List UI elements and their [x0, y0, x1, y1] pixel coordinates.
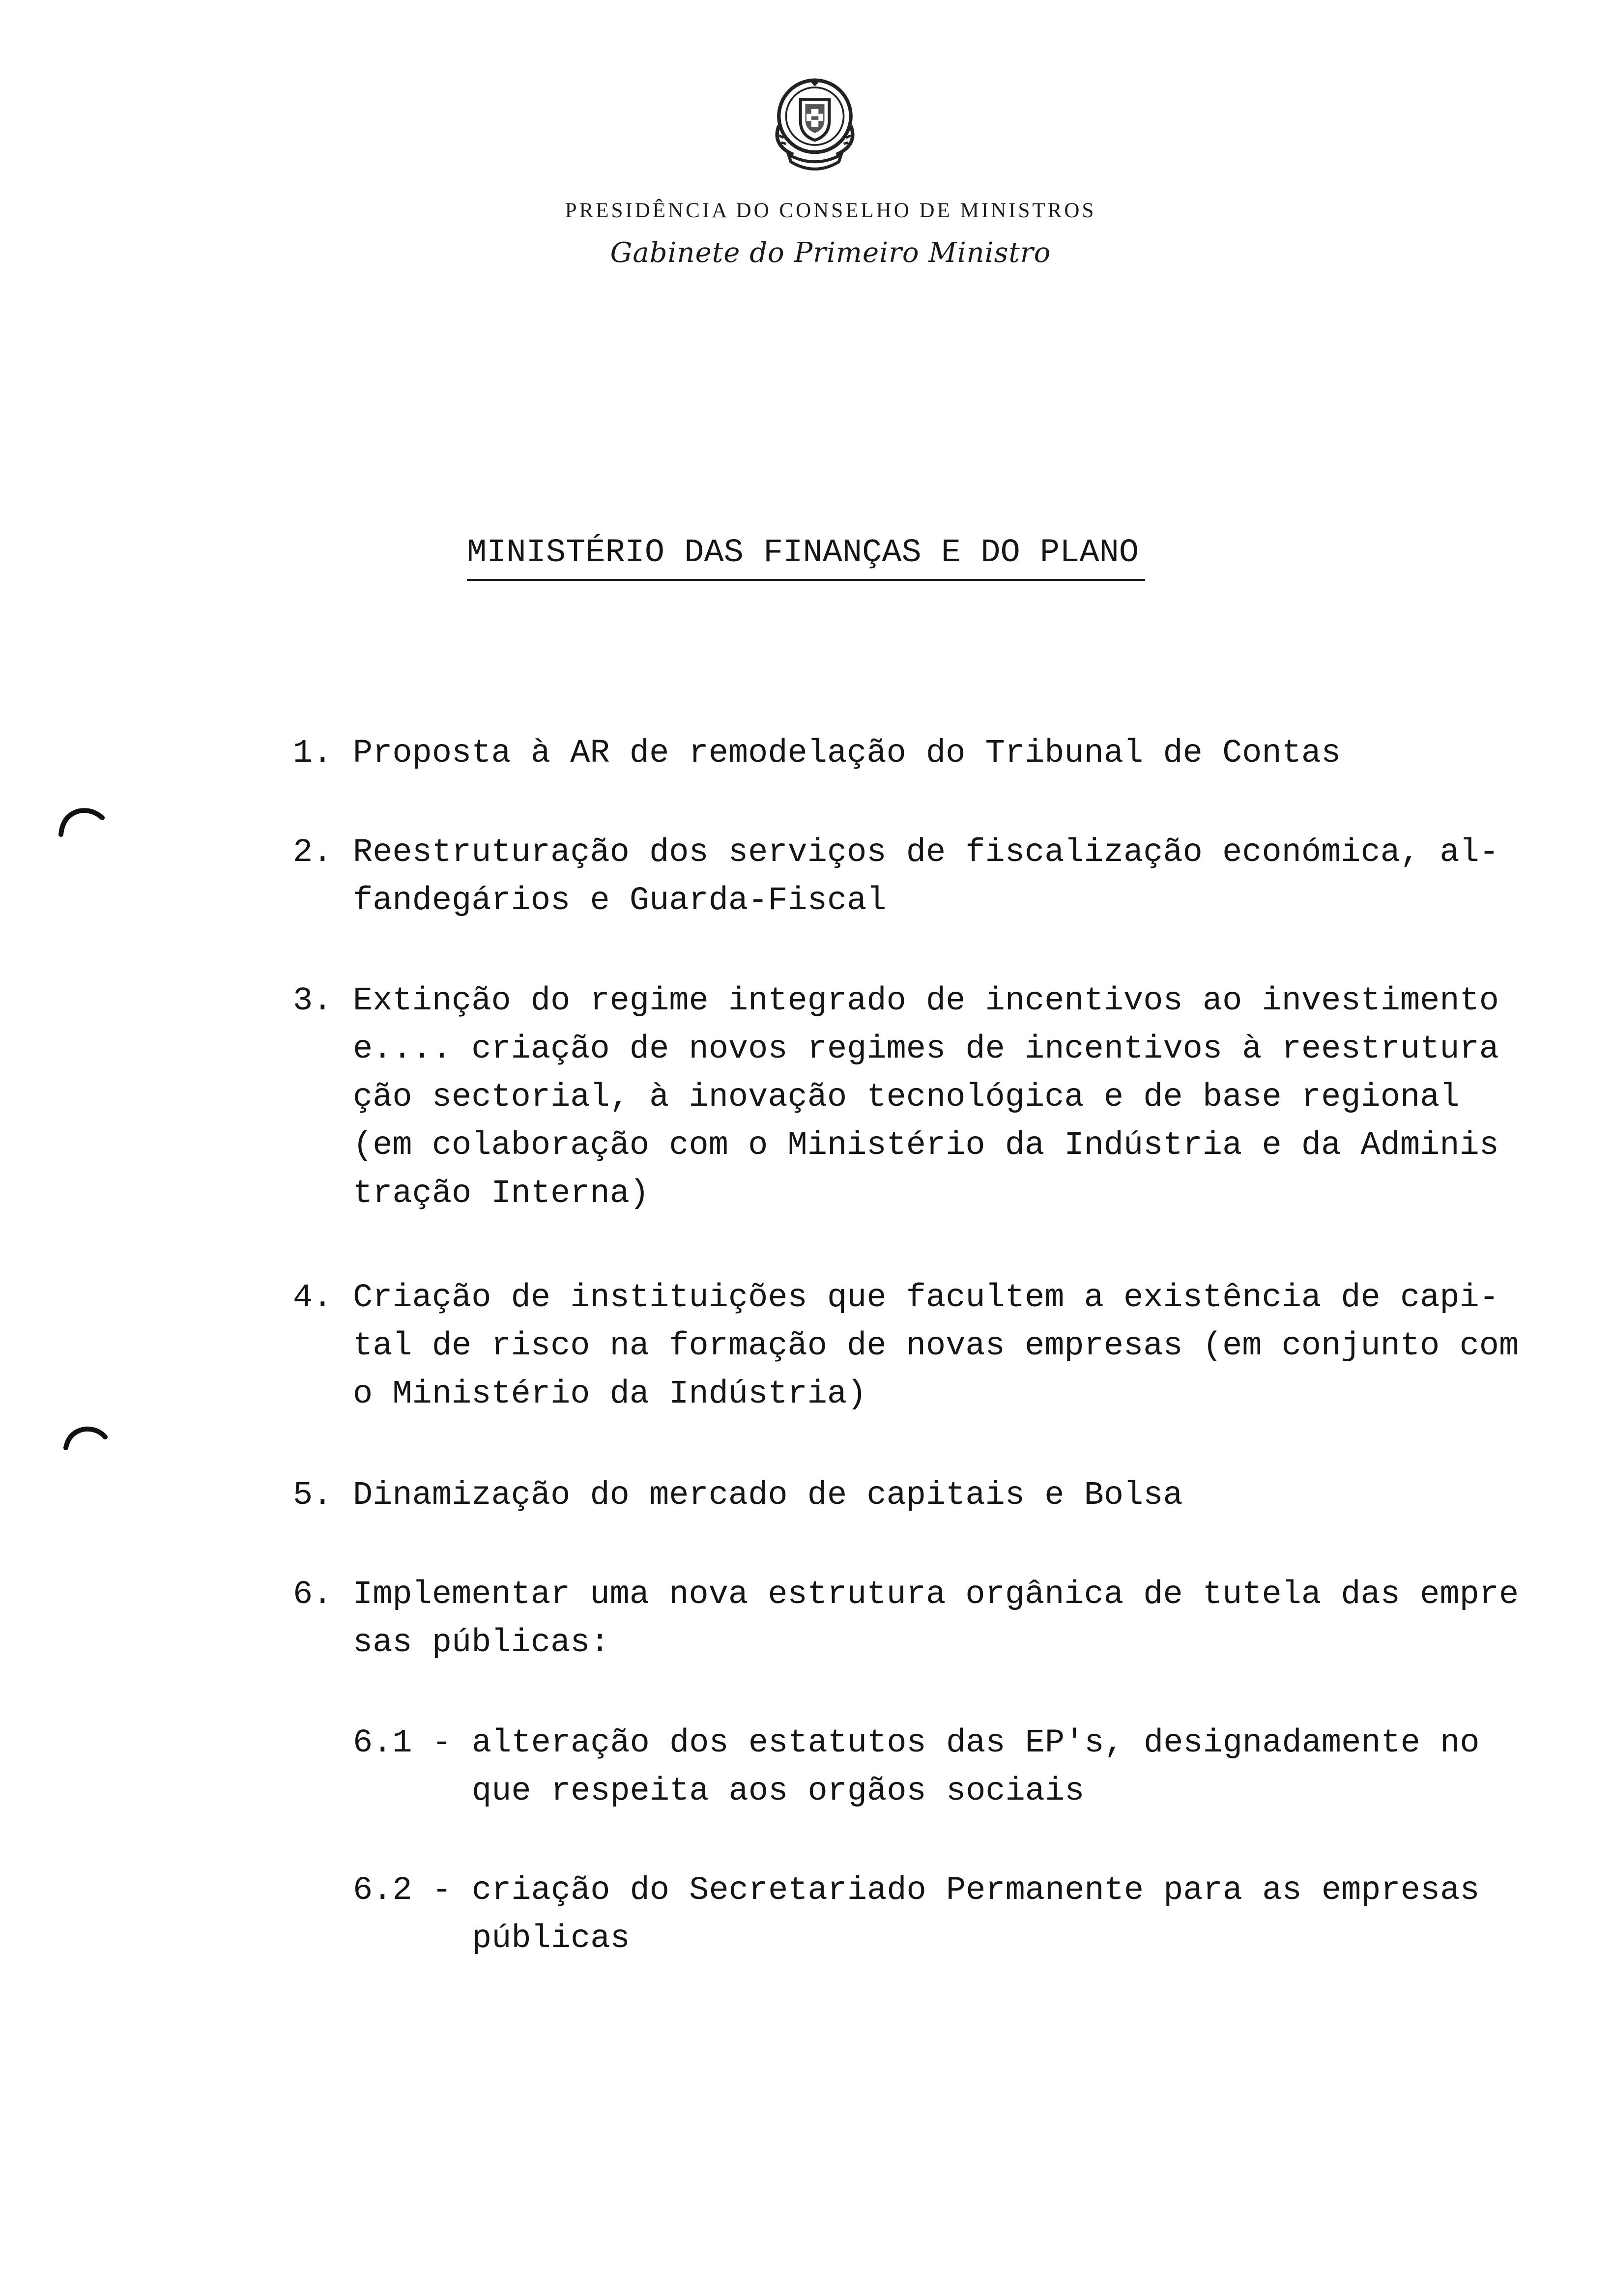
item-text: Criação de instituições que facultem a existência de capi- [353, 1279, 1499, 1317]
subitem-text: públicas [472, 1920, 630, 1957]
subitem-number: 6.1 - [353, 1724, 452, 1762]
organization-name: PRESIDÊNCIA DO CONSELHO DE MINISTROS [565, 199, 1096, 222]
item-text: o Ministério da Indústria) [353, 1376, 867, 1413]
page-title: MINISTÉRIO DAS FINANÇAS E DO PLANO [467, 534, 1139, 572]
subitem-text: alteração dos estatutos das EP's, designadamente no [472, 1724, 1480, 1762]
item-text: fandegários e Guarda-Fiscal [353, 882, 887, 919]
item-number: 6. [293, 1576, 333, 1613]
punch-mark [62, 1423, 109, 1453]
item-number: 3. [293, 982, 333, 1020]
subitem-text: criação do Secretariado Permanente para as empresas [472, 1872, 1480, 1909]
title-underline [467, 579, 1145, 581]
item-number: 2. [293, 834, 333, 871]
item-text: Dinamização do mercado de capitais e Bolsa [353, 1477, 1183, 1514]
item-text: ção sectorial, à inovação tecnológica e de base regional [353, 1079, 1460, 1116]
item-text: Implementar uma nova estrutura orgânica de tutela das empre [353, 1576, 1519, 1613]
sub-list-item-6-2 [353, 1866, 1480, 2107]
item-number: 4. [293, 1279, 333, 1317]
item-text: tração Interna) [353, 1175, 650, 1212]
item-number: 1. [293, 735, 333, 772]
punch-mark [58, 804, 105, 838]
cabinet-name: Gabinete do Primeiro Ministro [610, 237, 1051, 269]
item-text: tal de risco na formação de novas empresas (em conjunto com [353, 1327, 1519, 1365]
item-text: Proposta à AR de remodelação do Tribunal de Contas [353, 735, 1341, 772]
item-text: e.... criação de novos regimes de incentivos à reestrutura [353, 1031, 1499, 1068]
coat-of-arms-icon [755, 66, 875, 186]
item-text: (em colaboração com o Ministério da Indústria e da Adminis [353, 1127, 1499, 1164]
item-number: 5. [293, 1477, 333, 1514]
item-text: sas públicas: [353, 1624, 610, 1662]
item-text: Reestruturação dos serviços de fiscalização económica, al- [353, 834, 1499, 871]
subitem-text: que respeita aos orgãos sociais [472, 1773, 1085, 1810]
item-text: Extinção do regime integrado de incentivos ao investimento [353, 982, 1499, 1020]
subitem-number: 6.2 - [353, 1872, 452, 1909]
